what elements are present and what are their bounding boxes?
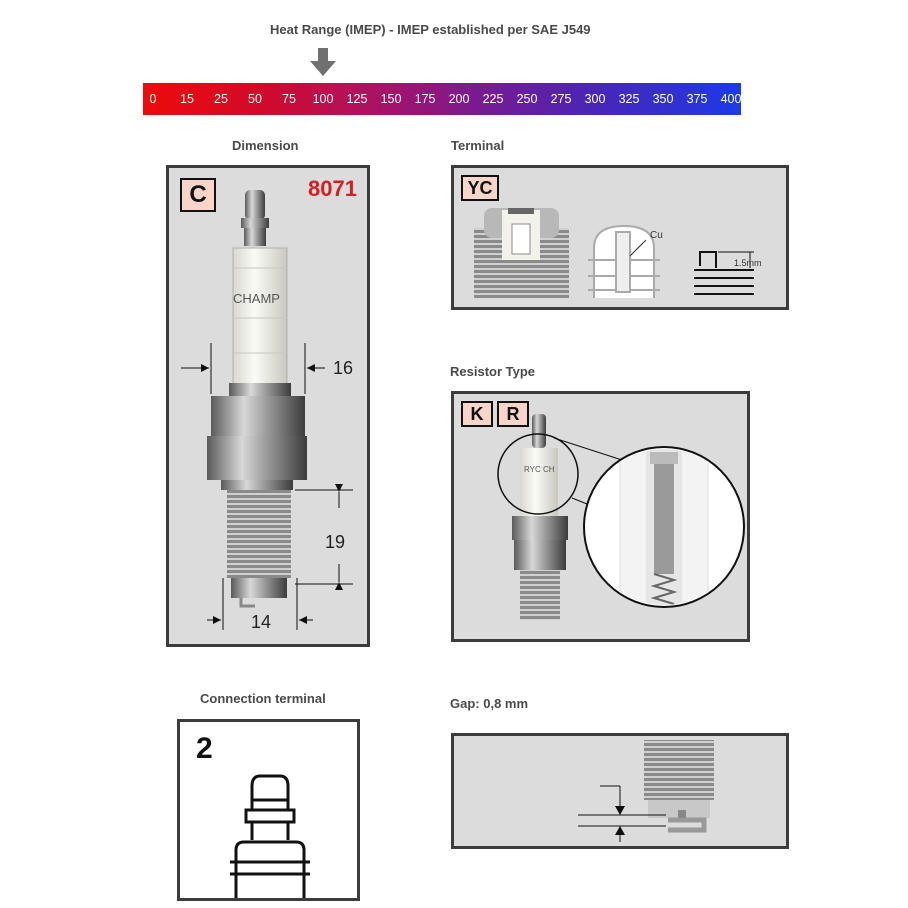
terminal-label: Terminal: [451, 138, 505, 153]
resistor-insulator-text: RYC CH: [524, 465, 555, 474]
heat-range-tick: 250: [516, 92, 538, 106]
terminal-cu-label: Cu: [650, 230, 663, 241]
heat-range-tick: 0: [149, 92, 157, 106]
plug-brand-text: CHAMP: [233, 291, 280, 306]
dimension-label: Dimension: [232, 138, 299, 153]
dimension-code-box: C: [180, 178, 216, 212]
heat-range-tick: 175: [414, 92, 436, 106]
heat-range-tick: 15: [180, 92, 194, 106]
dimension-panel: [166, 165, 370, 647]
thread-value: 14: [251, 612, 272, 632]
heat-range-title: Heat Range (IMEP) - IMEP established per SAE J549: [270, 22, 591, 37]
heat-range-tick: 200: [448, 92, 470, 106]
heat-range-tick: 25: [214, 92, 228, 106]
heat-range-tick: 100: [312, 92, 334, 106]
heat-range-tick: 400: [720, 92, 742, 106]
gap-label: Gap: 0,8 mm: [450, 696, 529, 711]
heat-range-tick: 350: [652, 92, 674, 106]
gap-drawing: [454, 736, 786, 846]
connection-terminal-label: Connection terminal: [200, 691, 326, 706]
terminal-code-box: YC: [461, 175, 499, 201]
heat-range-bar: [143, 83, 741, 115]
spark-plug-dimension-drawing: [169, 168, 367, 644]
heat-range-tick: 375: [686, 92, 708, 106]
connection-terminal-drawing: [180, 722, 357, 898]
heat-range-tick: 50: [248, 92, 262, 106]
heat-range-tick: 125: [346, 92, 368, 106]
resistor-label: Resistor Type: [450, 364, 536, 379]
connection-terminal-panel: [177, 719, 360, 901]
resistor-drawings: [454, 394, 747, 639]
gap-panel: [451, 733, 789, 849]
heat-range-indicator-arrow-icon: [310, 48, 336, 78]
heat-range-tick: 150: [380, 92, 402, 106]
dimension-model-number: 8071: [308, 176, 357, 201]
terminal-projection-label: 1.5mm: [734, 258, 762, 268]
heat-range-tick: 275: [550, 92, 572, 106]
terminal-panel: [451, 165, 789, 310]
heat-range-tick: 325: [618, 92, 640, 106]
reach-value: 19: [325, 532, 346, 552]
resistor-panel: [451, 391, 750, 642]
heat-range-tick: 75: [282, 92, 296, 106]
heat-range-tick: 225: [482, 92, 504, 106]
heat-range-tick: 300: [584, 92, 606, 106]
terminal-drawings: [454, 168, 786, 307]
connection-terminal-code: 2: [196, 732, 213, 765]
resistor-code-k: K: [461, 401, 493, 427]
hex-size-value: 16: [333, 358, 354, 378]
resistor-code-r: R: [497, 401, 529, 427]
